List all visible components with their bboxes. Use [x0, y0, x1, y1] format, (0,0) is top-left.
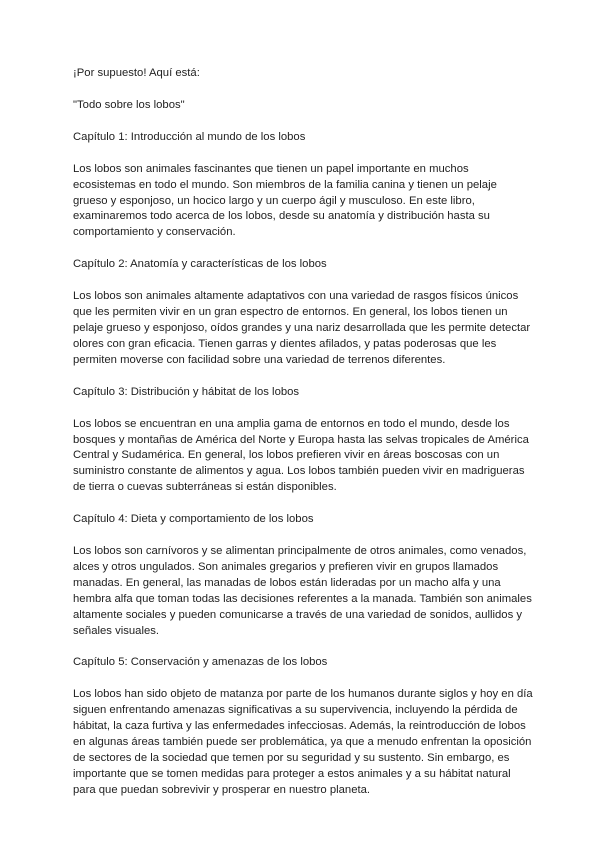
- chapter-5-body: Los lobos han sido objeto de matanza por parte de los humanos durante siglos y hoy en día siguen enfrentando amenazas significativas a su supervivencia, incluyendo la pérdida de hábitat, la caza furtiva y las enfermedades infecciosas. Además, la reintroducción de lobos en algunas áreas también puede ser problemática, ya que a menudo enfrentan la oposición de sectores de la sociedad que temen por su seguridad y su sustento. Sin embargo, es importante que se tomen medidas para proteger a estos animales y a su hábitat natural para que puedan sobrevivir y prosperar en nuestro planeta.: [73, 688, 533, 796]
- chapter-2-body: Los lobos son animales altamente adaptativos con una variedad de rasgos físicos únicos que les permiten vivir en un gran espectro de entornos. En general, los lobos tienen un pelaje grueso y esponjoso, oídos grandes y una nariz desarrollada que les permite detectar olores con gran eficacia. Tienen garras y dientes afilados, y patas poderosas que les permiten moverse con facilidad sobre una variedad de terrenos diferentes.: [73, 290, 531, 366]
- document-page: [73, 66, 533, 815]
- chapter-4-body: Los lobos son carnívoros y se alimentan principalmente de otros animales, como venados, alces y otros ungulados. Son animales gregarios y prefieren vivir en grupos llamados manadas. En general, las manadas de lobos están lideradas por un macho alfa y una hembra alfa que toman todas las decisiones referentes a la manada. También son animales altamente sociales y pueden comunicarse a través de una variedad de sonidos, aullidos y señales visuales.: [73, 545, 532, 637]
- chapter-1-body: Los lobos son animales fascinantes que tienen un papel importante en muchos ecosistemas en todo el mundo. Son miembros de la familia canina y tienen un pelaje grueso y esponjoso, un hocico largo y un cuerpo ágil y musculoso. En este libro, examinaremos todo acerca de los lobos, desde su anatomía y distribución hasta su comportamiento y conservación.: [73, 162, 497, 239]
- chapter-3-heading: Capítulo 3: Distribución y hábitat de los lobos: [73, 385, 300, 398]
- book-title: "Todo sobre los lobos": [73, 98, 185, 111]
- chapter-1-heading: Capítulo 1: Introducción al mundo de los lobos: [73, 130, 306, 143]
- chapter-4-heading: Capítulo 4: Dieta y comportamiento de los lobos: [73, 513, 314, 526]
- intro-line: ¡Por supuesto! Aquí está:: [73, 67, 200, 79]
- chapter-3-body: Los lobos se encuentran en una amplia gama de entornos en todo el mundo, desde los bosques y montañas de América del Norte y Europa hasta las selvas tropicales de América Central y Sudamérica. En general, los lobos prefieren vivir en áreas boscosas con un suministro constante de alimentos y agua. Los lobos también pueden vivir en madrigueras de tierra o cuevas subterráneas si están disponibles.: [73, 417, 529, 494]
- chapter-5-heading: Capítulo 5: Conservación y amenazas de los lobos: [73, 656, 328, 669]
- chapter-2-heading: Capítulo 2: Anatomía y características de los lobos: [73, 258, 327, 271]
